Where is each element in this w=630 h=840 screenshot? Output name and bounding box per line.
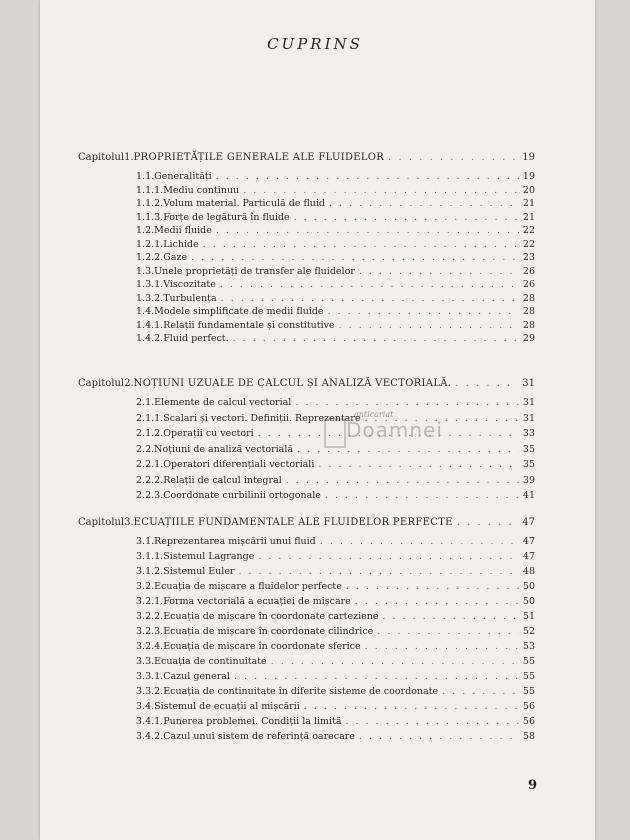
section-number: 3.4. — [136, 701, 155, 712]
chapter-label: Capitolul — [78, 152, 125, 163]
toc-section-row[interactable] — [136, 185, 535, 196]
section-number: 1.4.1. — [136, 319, 164, 331]
section-title: Coordonate curbilinii ortogonale — [163, 490, 321, 501]
section-title: Sistemul Euler — [163, 566, 235, 577]
section-number: 3.3.1. — [136, 671, 164, 682]
leader-dots — [239, 566, 519, 577]
section-title: Ecuația de mișcare a fluidelor perfecte — [154, 581, 342, 592]
section-title: Ecuația de mișcare în coordonate cilindrice — [163, 626, 374, 637]
toc-section-row[interactable] — [136, 225, 535, 236]
section-page: 21 — [522, 198, 535, 209]
section-page: 19 — [522, 171, 535, 182]
section-title: Relații fundamentale și constitutive — [163, 319, 335, 331]
toc-section-row[interactable] — [136, 581, 535, 592]
section-page: 35 — [522, 443, 535, 455]
toc-section-row[interactable] — [136, 671, 535, 682]
section-number: 1.3.1. — [136, 279, 164, 290]
leader-dots — [286, 475, 519, 486]
toc-section-row[interactable] — [136, 279, 535, 290]
section-number: 2.2.1. — [136, 459, 164, 470]
chapter-page: 19 — [522, 152, 535, 163]
toc-chapter-row[interactable] — [78, 378, 535, 389]
section-title: Turbulența — [163, 292, 217, 304]
toc-section-row[interactable] — [136, 716, 535, 727]
section-page: 31 — [522, 397, 535, 408]
section-page: 35 — [522, 459, 535, 470]
section-title: Ecuația de continuitate în diferite sisteme de coordonate — [163, 686, 439, 697]
section-page: 56 — [522, 716, 535, 727]
leader-dots — [359, 731, 519, 742]
section-page: 22 — [522, 238, 535, 250]
leader-dots — [318, 459, 519, 470]
section-title: Operații cu vectori — [163, 428, 254, 439]
section-title: Viscozitate — [163, 279, 216, 290]
section-title: Sistemul de ecuații al mișcării — [154, 701, 300, 712]
toc-section-row[interactable] — [136, 306, 535, 317]
section-page: 51 — [522, 611, 535, 622]
leader-dots — [328, 306, 519, 317]
section-title: Sistemul Lagrange — [163, 551, 255, 562]
section-number: 1.4.2. — [136, 333, 164, 344]
section-number: 3.3.2. — [136, 686, 164, 697]
toc-section-row[interactable] — [136, 656, 535, 667]
section-page: 50 — [522, 596, 535, 607]
toc-section-row[interactable] — [136, 293, 535, 304]
section-number: 3.2.1. — [136, 596, 164, 607]
toc-chapter-row[interactable] — [78, 152, 535, 163]
leader-dots — [359, 266, 519, 277]
section-title: Medii fluide — [154, 225, 212, 236]
section-number: 2.1. — [136, 397, 155, 408]
section-title: Punerea problemei. Condiții la limită — [163, 716, 342, 727]
section-title: Generalități — [154, 171, 212, 182]
leader-dots — [258, 428, 519, 439]
section-page: 26 — [522, 279, 535, 290]
section-page: 23 — [522, 252, 535, 263]
leader-dots — [442, 686, 519, 697]
toc-section-row[interactable] — [136, 701, 535, 712]
section-page: 29 — [522, 333, 535, 344]
chapter-number: 1. — [124, 152, 134, 163]
section-number: 1.1. — [136, 171, 155, 182]
toc-section-row[interactable] — [136, 596, 535, 607]
section-title: Volum material. Particulă de fluid — [163, 198, 326, 209]
section-page: 20 — [522, 184, 535, 196]
section-page: 21 — [522, 211, 535, 223]
leader-dots — [271, 656, 519, 667]
section-title: Forțe de legătură în fluide — [163, 211, 290, 223]
section-number: 1.2.2. — [136, 252, 164, 263]
section-page: 39 — [522, 474, 535, 486]
section-number: 3.2. — [136, 581, 155, 592]
section-title: Ecuația de mișcare în coordonate carteziene — [163, 611, 379, 622]
leader-dots — [304, 701, 519, 712]
section-title: Ecuația de mișcare în coordonate sferice — [163, 641, 361, 652]
section-title: Gaze — [163, 252, 188, 263]
section-number: 2.2.2. — [136, 474, 164, 486]
chapter-page: 47 — [522, 517, 535, 528]
leader-dots — [216, 171, 519, 182]
section-number: 3.4.1. — [136, 716, 164, 727]
leader-dots — [320, 536, 519, 547]
chapter-page: 31 — [522, 378, 535, 389]
leader-dots — [294, 212, 519, 223]
leader-dots — [258, 551, 519, 562]
section-number: 2.2.3. — [136, 490, 164, 501]
section-number: 1.1.2. — [136, 198, 164, 209]
section-number: 1.2.1. — [136, 238, 164, 250]
section-page: 31 — [522, 412, 535, 424]
toc-section-row[interactable] — [136, 444, 535, 455]
section-page: 50 — [522, 581, 535, 592]
section-page: 47 — [522, 536, 535, 547]
section-number: 2.2. — [136, 443, 155, 455]
section-title: Operatori diferențiali vectoriali — [163, 459, 315, 470]
toc-section-row[interactable] — [136, 686, 535, 697]
toc-section-row[interactable] — [136, 731, 535, 742]
section-number: 1.2. — [136, 225, 155, 236]
leader-dots — [377, 626, 519, 637]
section-page: 28 — [522, 319, 535, 331]
leader-dots — [233, 333, 519, 344]
toc-section-row[interactable] — [136, 198, 535, 209]
section-number: 1.1.1. — [136, 184, 164, 196]
section-title: Scalari și vectori. Definiții. Reprezentare — [163, 412, 361, 424]
section-page: 48 — [522, 566, 535, 577]
chapter-title: NOȚIUNI UZUALE DE CALCUL ȘI ANALIZĂ VECTORIALĂ. — [133, 378, 452, 389]
section-title: Forma vectorială a ecuației de mișcare — [163, 596, 351, 607]
chapter-number: 3. — [124, 517, 134, 528]
section-number: 3.1.2. — [136, 566, 164, 577]
section-page: 55 — [522, 656, 535, 667]
section-page: 26 — [522, 265, 535, 277]
section-number: 2.1.2. — [136, 428, 164, 439]
section-title: Ecuația de continuitate — [154, 656, 267, 667]
toc-section-row[interactable] — [136, 171, 535, 182]
chapter-title: PROPRIETĂȚILE GENERALE ALE FLUIDELOR — [133, 152, 385, 163]
section-number: 3.4.2. — [136, 731, 164, 742]
section-page: 28 — [522, 292, 535, 304]
section-title: Cazul unui sistem de referință oarecare — [163, 731, 355, 742]
leader-dots — [191, 252, 519, 263]
leader-dots — [339, 320, 519, 331]
leader-dots — [297, 444, 519, 455]
leader-dots — [346, 716, 519, 727]
chapter-number: 2. — [124, 378, 134, 389]
leader-dots — [382, 611, 518, 622]
leader-dots — [325, 490, 519, 501]
section-title: Mediu continuu — [163, 184, 240, 196]
section-number: 1.3.2. — [136, 292, 164, 304]
leader-dots — [457, 517, 519, 528]
toc-section-row[interactable] — [136, 611, 535, 622]
leader-dots — [243, 185, 519, 196]
section-title: Reprezentarea mișcării unui fluid — [154, 536, 316, 547]
section-page: 22 — [522, 225, 535, 236]
section-title: Lichide — [163, 238, 199, 250]
section-title: Elemente de calcul vectorial — [154, 397, 292, 408]
toc-section-row[interactable] — [136, 333, 535, 344]
section-number: 1.3. — [136, 265, 155, 277]
leader-dots — [355, 596, 519, 607]
section-number: 2.1.1. — [136, 412, 164, 424]
page-number: 9 — [528, 778, 538, 793]
toc-section-row[interactable] — [136, 320, 535, 331]
toc-section-row[interactable] — [136, 566, 535, 577]
toc-section-row[interactable] — [136, 397, 535, 408]
toc-section-row[interactable] — [136, 490, 535, 501]
section-page: 33 — [522, 428, 535, 439]
toc-section-row[interactable] — [136, 212, 535, 223]
section-number: 3.1.1. — [136, 551, 164, 562]
toc-section-row[interactable] — [136, 252, 535, 263]
toc-section-row[interactable] — [136, 641, 535, 652]
section-title: Relații de calcul integral — [163, 474, 282, 486]
toc-chapter-row[interactable] — [78, 517, 535, 528]
leader-dots — [388, 152, 518, 163]
toc-section-row[interactable] — [136, 475, 535, 486]
toc-section-row[interactable] — [136, 428, 535, 439]
leader-dots — [216, 225, 519, 236]
section-number: 3.3. — [136, 656, 155, 667]
section-page: 47 — [522, 551, 535, 562]
leader-dots — [364, 413, 518, 424]
section-page: 58 — [522, 731, 535, 742]
toc-section-row[interactable] — [136, 626, 535, 637]
leader-dots — [455, 378, 518, 389]
chapter-label: Capitolul — [78, 378, 125, 389]
page-title: CUPRINS — [267, 35, 363, 53]
section-number: 3.2.4. — [136, 641, 164, 652]
toc-section-row[interactable] — [136, 536, 535, 547]
toc-section-row[interactable] — [136, 551, 535, 562]
section-title: Cazul general — [163, 671, 231, 682]
section-number: 1.4. — [136, 306, 155, 317]
section-title: Modele simplificate de medii fluide — [154, 306, 324, 317]
leader-dots — [365, 641, 519, 652]
toc-section-row[interactable] — [136, 459, 535, 470]
section-page: 41 — [522, 490, 535, 501]
leader-dots — [346, 581, 519, 592]
toc-section-row[interactable] — [136, 239, 535, 250]
section-page: 52 — [522, 626, 535, 637]
chapter-title: ECUAȚIILE FUNDAMENTALE ALE FLUIDELOR PERFECTE — [133, 517, 453, 528]
section-page: 56 — [522, 701, 535, 712]
section-number: 3.2.3. — [136, 626, 164, 637]
watermark-line2: Doamnei — [346, 418, 443, 442]
chapter-label: Capitolul — [78, 517, 125, 528]
section-title: Unele proprietăți de transfer ale fluidelor — [154, 265, 355, 277]
leader-dots — [220, 279, 519, 290]
leader-dots — [329, 198, 519, 209]
watermark-line1: anticariat — [354, 410, 394, 419]
section-page: 53 — [522, 641, 535, 652]
section-page: 28 — [522, 306, 535, 317]
toc-section-row[interactable] — [136, 413, 535, 424]
leader-dots — [295, 397, 519, 408]
section-number: 1.1.3. — [136, 211, 164, 223]
section-page: 55 — [522, 686, 535, 697]
toc-section-row[interactable] — [136, 266, 535, 277]
section-title: Noțiuni de analiză vectorială — [154, 443, 294, 455]
section-number: 3.1. — [136, 536, 155, 547]
leader-dots — [203, 239, 519, 250]
leader-dots — [234, 671, 519, 682]
section-page: 55 — [522, 671, 535, 682]
section-title: Fluid perfect. — [163, 333, 229, 344]
section-number: 3.2.2. — [136, 611, 164, 622]
leader-dots — [221, 293, 519, 304]
